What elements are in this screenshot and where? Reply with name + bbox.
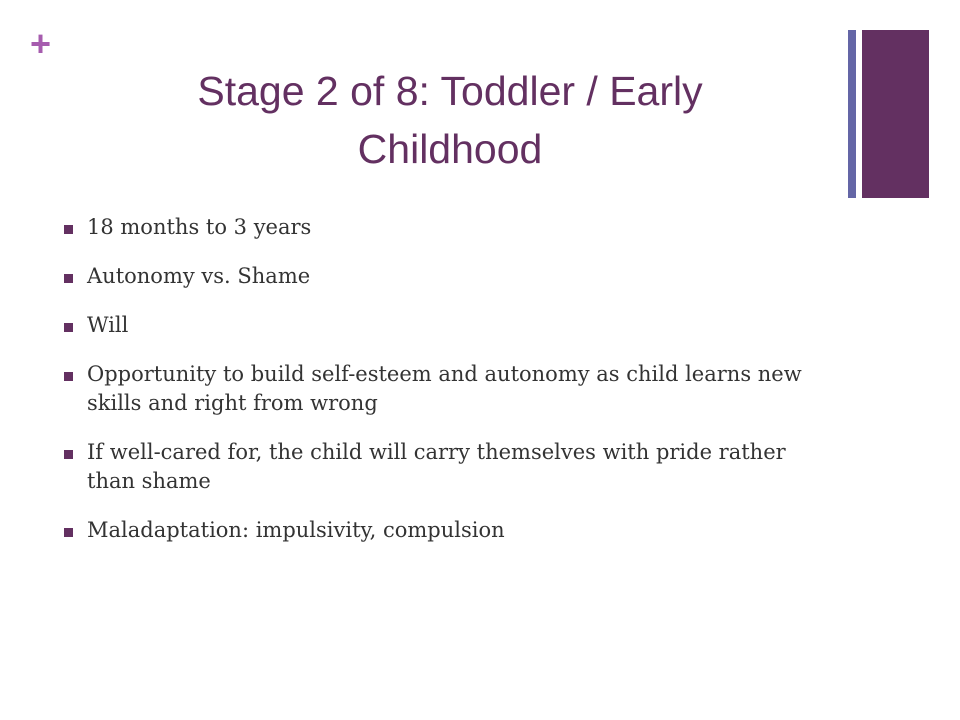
bullet-square-icon bbox=[64, 323, 73, 332]
bullet-text: Maladaptation: impulsivity, compulsion bbox=[87, 518, 505, 542]
bullet-square-icon bbox=[64, 372, 73, 381]
bullet-item-outcome bbox=[62, 438, 822, 496]
bullet-item-age-range bbox=[62, 213, 822, 242]
bullet-item-virtue bbox=[62, 311, 822, 340]
slide-title: Stage 2 of 8: Toddler / Early Childhood bbox=[197, 68, 703, 172]
bullet-list bbox=[62, 213, 822, 565]
bullet-text: Opportunity to build self-esteem and autonomy as child learns new skills and right from wrong bbox=[87, 362, 802, 415]
bullet-square-icon bbox=[64, 450, 73, 459]
bullet-item-maladaptation bbox=[62, 516, 822, 545]
bullet-text: 18 months to 3 years bbox=[87, 215, 312, 239]
bullet-text: If well-cared for, the child will carry themselves with pride rather than shame bbox=[87, 440, 786, 493]
bullet-text: Will bbox=[87, 313, 129, 337]
bullet-item-opportunity bbox=[62, 360, 822, 418]
bullet-square-icon bbox=[64, 225, 73, 234]
bullet-item-conflict bbox=[62, 262, 822, 291]
bullet-square-icon bbox=[64, 274, 73, 283]
plus-icon: + bbox=[30, 23, 52, 64]
bullet-text: Autonomy vs. Shame bbox=[87, 264, 311, 288]
bullet-square-icon bbox=[64, 528, 73, 537]
accent-bar-thin bbox=[848, 30, 856, 198]
accent-bar-thick bbox=[862, 30, 929, 198]
